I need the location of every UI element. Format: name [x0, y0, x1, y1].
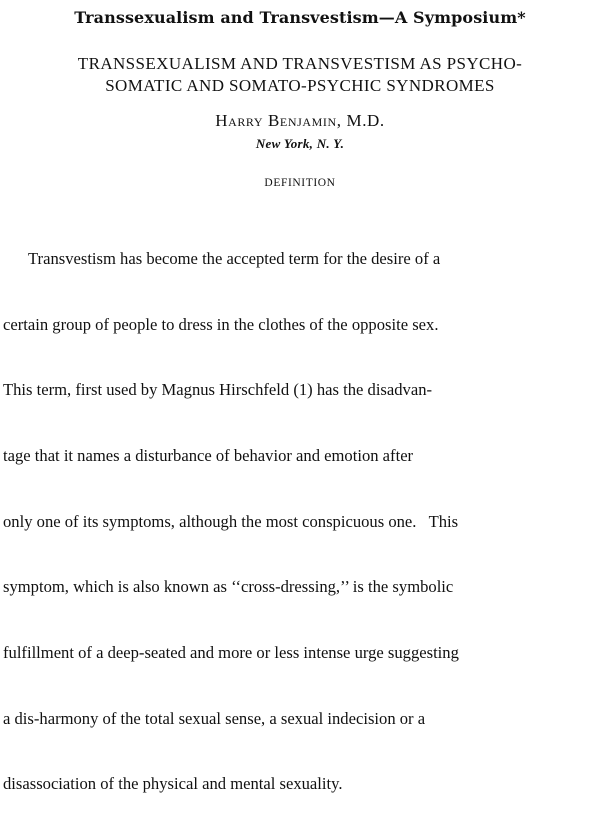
- definition-paragraph: [0, 204, 600, 839]
- paragraph-line: certain group of people to dress in the clothes of the opposite sex.: [3, 314, 439, 334]
- paragraph-line: fulfillment of a deep-seated and more or less intense urge suggesting: [3, 643, 459, 663]
- paragraph-line: disassociation of the physical and mental sexuality.: [3, 774, 343, 794]
- article-title-line-2: SOMATIC AND SOMATO-PSYCHIC SYNDROMES: [105, 76, 495, 95]
- author-location: New York, N. Y.: [255, 136, 345, 151]
- article-title: [0, 53, 600, 97]
- paragraph-line: a dis-harmony of the total sexual sense, a sexual indecision or a: [3, 708, 426, 728]
- paragraph-line: tage that it names a disturbance of behavior and emotion after: [3, 445, 414, 465]
- author-name: Harry Benjamin, M.D.: [215, 111, 385, 130]
- paragraph-line: Transvestism has become the accepted term for the desire of a: [28, 248, 441, 268]
- section-heading: DEFINITION: [264, 177, 336, 189]
- article-title-line-1: TRANSSEXUALISM AND TRANSVESTISM AS PSYCHO-: [77, 54, 523, 73]
- paragraph-line: symptom, which is also known as ‘‘cross-dressing,’’ is the symbolic: [3, 577, 454, 597]
- paragraph-line: This term, first used by Magnus Hirschfeld (1) has the disadvan-: [3, 380, 433, 400]
- symposium-heading: Transsexualism and Transvestism—A Symposium*: [74, 8, 526, 27]
- paragraph-line: only one of its symptoms, although the most conspicuous one. This: [3, 511, 459, 531]
